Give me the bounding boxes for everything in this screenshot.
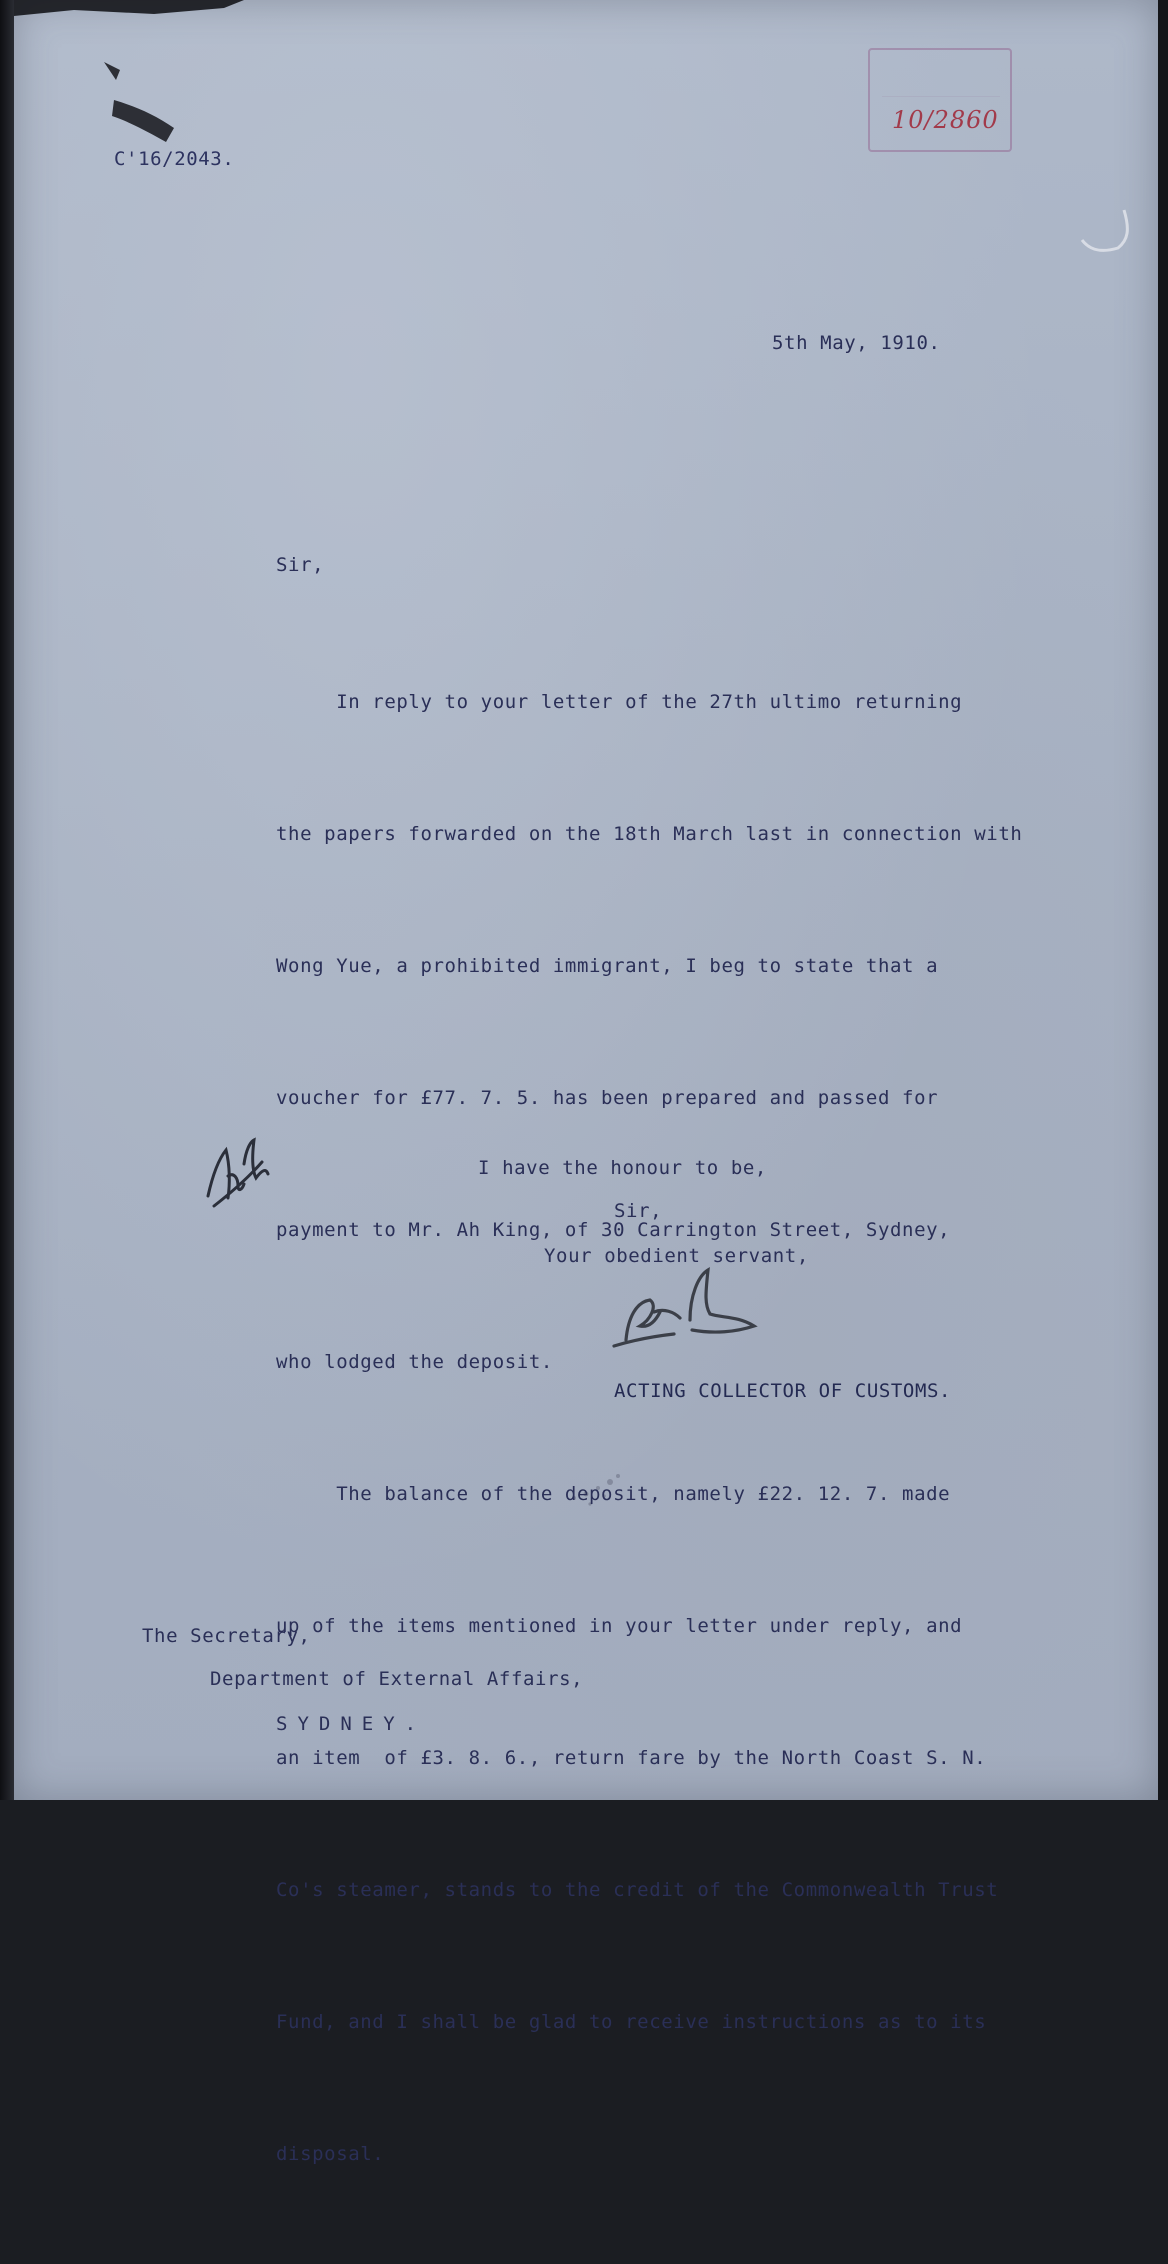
closing-line-1: I have the honour to be, bbox=[478, 1157, 767, 1179]
body-line: the papers forwarded on the 18th March last in connection with bbox=[276, 823, 1023, 845]
body-line: who lodged the deposit. bbox=[276, 1351, 553, 1373]
body-line: an item of £3. 8. 6., return fare by the North Coast S. N. bbox=[276, 1747, 987, 1769]
letter-page bbox=[14, 0, 1158, 2165]
addressee-line-3: SYDNEY. bbox=[276, 1713, 427, 1735]
signer-title: ACTING COLLECTOR OF CUSTOMS. bbox=[614, 1380, 952, 1402]
scan-edge-left bbox=[0, 0, 14, 1800]
closing-line-3: Your obedient servant, bbox=[544, 1245, 809, 1267]
body-line: Co's steamer, stands to the credit of the Commonwealth Trust bbox=[276, 1879, 999, 1901]
salutation: Sir, bbox=[276, 554, 325, 576]
stamp-header bbox=[882, 60, 1000, 97]
body-line: voucher for £77. 7. 5. has been prepared and passed for bbox=[276, 1087, 939, 1109]
registry-stamp bbox=[868, 48, 1012, 152]
reference-number: C'16/2043. bbox=[114, 148, 235, 170]
body-line: Wong Yue, a prohibited immigrant, I beg to state that a bbox=[276, 955, 939, 977]
letter-date: 5th May, 1910. bbox=[772, 332, 941, 354]
letter-body bbox=[276, 592, 1022, 2264]
scan-edge-right bbox=[1158, 0, 1168, 1800]
closing-line-2: Sir, bbox=[614, 1200, 663, 1222]
body-line: disposal. bbox=[276, 2143, 385, 2165]
body-line: up of the items mentioned in your letter under reply, and bbox=[276, 1615, 963, 1637]
margin-initials bbox=[208, 1140, 268, 1206]
stamp-number: 10/2860 bbox=[892, 106, 999, 134]
body-line: The balance of the deposit, namely £22. 12. 7. made bbox=[276, 1483, 951, 1505]
body-line: payment to Mr. Ah King, of 30 Carrington Street, Sydney, bbox=[276, 1219, 951, 1241]
addressee-line-2: Department of External Affairs, bbox=[210, 1668, 584, 1690]
body-line: Fund, and I shall be glad to receive instructions as to its bbox=[276, 2011, 987, 2033]
body-line: In reply to your letter of the 27th ultimo returning bbox=[276, 691, 963, 713]
addressee-line-1: The Secretary, bbox=[142, 1625, 311, 1647]
torn-corner-mark bbox=[104, 62, 174, 142]
